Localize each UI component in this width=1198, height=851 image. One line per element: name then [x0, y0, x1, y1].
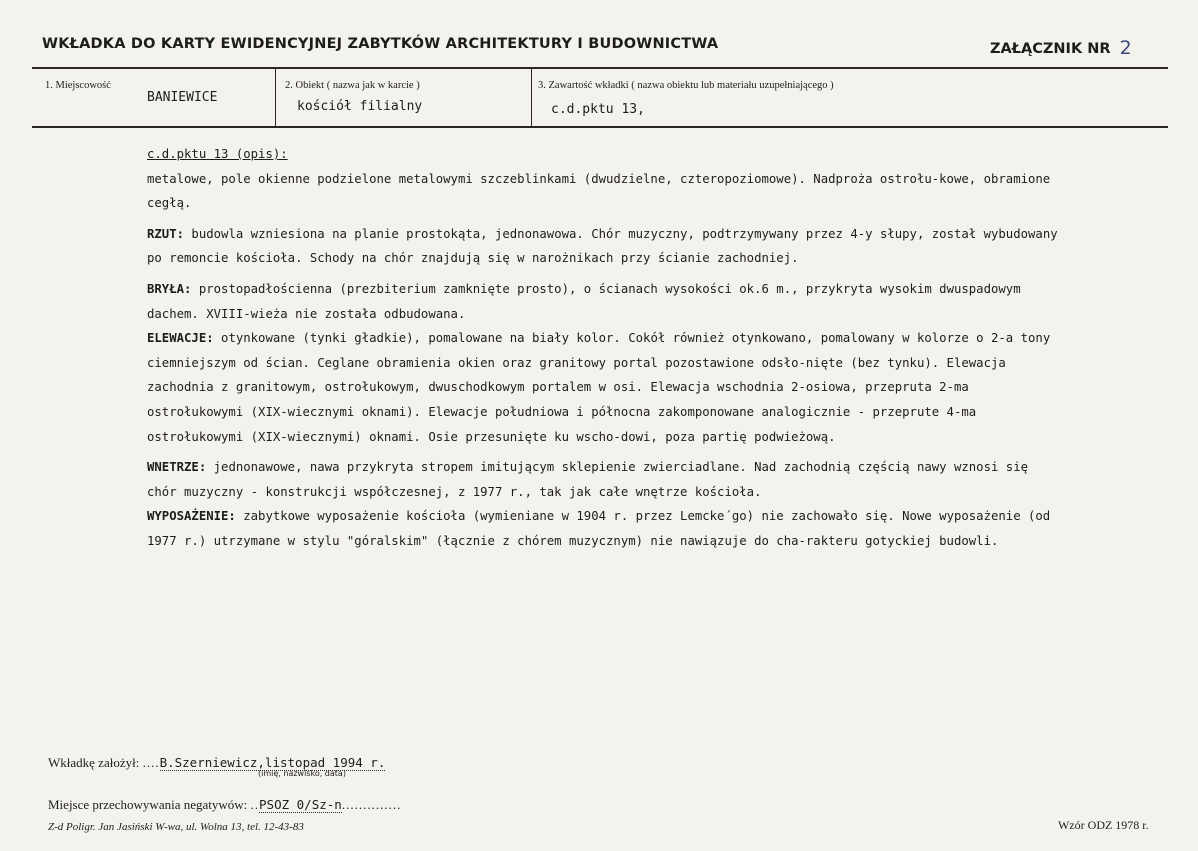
description-text: [147, 142, 1062, 554]
negatives-label: Miejsce przechowywania negatywów:: [48, 797, 248, 812]
locality-label: 1. Miejscowość: [45, 80, 111, 91]
attachment-label: ZAŁĄCZNIK NR: [990, 41, 1111, 57]
negatives-row: Miejsce przechowywania negatywów: ..PSOZ 0/Sz-n..............: [48, 797, 402, 812]
elewacje-paragraph: ELEWACJE: otynkowane (tynki gładkie), pomalowane na biały kolor. Cokół również otynkowano, pomalowany w kolorze o 2-a tony ciemniejszym od ścian. Ceglane obramienia okien oraz granitowy portal pozostawione odsło-nięte (bez tynku). Elewacja zachodnia z granitowym, ostrołukowym, dwuschodkowym portalem w osi. Elewacja wschodnia 2-osiowa, przepruta 2-ma ostrołukowymi (XIX-wiecznymi oknami). Elewacje południowa i północna zakomponowane analogicznie - przeprute 4-ma ostrołukowymi (XIX-wiecznymi) oknami. Osie przesunięte ku wscho-dowi, poza partię podwieżową.: [147, 331, 1051, 444]
wyposazenie-label: WYPOSAŻENIE:: [147, 509, 236, 524]
wnetrze-paragraph: WNETRZE: jednonawowe, nawa przykryta stropem imitującym sklepienie zwierciadlane. Nad zachodnią częścią nawy wznosi się chór muzyczny - konstrukcji współczesnej, z 1977 r., tak jak całe wnętrze kościoła.: [147, 460, 1029, 499]
author-value: B.Szerniewicz,listopad 1994 r.: [159, 755, 386, 770]
locality-value: BANIEWICE: [147, 90, 218, 105]
printer-imprint: Z-d Poligr. Jan Jasiński W-wa, ul. Wolna 13, tel. 12-43-83: [48, 821, 304, 833]
author-hint: (imię, nazwisko, data): [258, 769, 346, 778]
opis-paragraph: metalowe, pole okienne podzielone metalowymi szczeblinkami (dwudzielne, czteropoziomowe). Nadproża ostrołu-kowe, obramione cegłą.: [147, 171, 1051, 211]
wnetrze-label: WNETRZE:: [147, 460, 207, 475]
rzut-label: RZUT:: [147, 226, 185, 241]
rzut-paragraph: RZUT: budowla wzniesiona na planie prostokąta, jednonawowa. Chór muzyczny, podtrzymywany przez 4-y słupy, został wybudowany po remoncie kościoła. Schody na chór znajdują się w narożnikach przy ścianie zachodniej.: [147, 226, 1058, 266]
wyposazenie-paragraph: WYPOSAŻENIE: zabytkowe wyposażenie kościoła (wymieniane w 1904 r. przez Lemcke´go) nie zachowało się. Nowe wyposażenie (od 1977 r.) utrzymane w stylu "góralskim" (łącznie z chórem muzycznym) nie nawiązuje do cha-rakteru gotyckiej budowli.: [147, 509, 1051, 548]
author-label: Wkładkę założył:: [48, 755, 140, 770]
form-title: WKŁADKA DO KARTY EWIDENCYJNEJ ZABYTKÓW ARCHITEKTURY I BUDOWNICTWA: [42, 36, 719, 52]
author-row: Wkładkę założył: ....B.Szerniewicz,listopad 1994 r.: [48, 755, 386, 770]
content-value: c.d.pktu 13,: [551, 102, 645, 117]
elewacje-label: ELEWACJE:: [147, 331, 214, 346]
header-rule-top: [32, 67, 1168, 69]
header-rule-bottom: [32, 126, 1168, 128]
field-divider-2: [531, 68, 532, 126]
object-value: kościół filialny: [297, 99, 423, 114]
opis-heading: c.d.pktu 13 (opis):: [147, 147, 288, 161]
object-label: 2. Obiekt ( nazwa jak w karcie ): [285, 80, 420, 91]
negatives-value: PSOZ 0/Sz-n: [259, 797, 342, 812]
attachment-number: [990, 36, 1132, 58]
bryla-paragraph: BRYŁA: prostopadłościenna (prezbiterium zamknięte prosto), o ścianach wysokości ok.6 m., przykryta wysokim dwuspadowym dachem. XVIII-wieża nie została odbudowana.: [147, 281, 1021, 321]
attachment-number-value: 2: [1119, 37, 1132, 59]
bryla-label: BRYŁA:: [147, 281, 192, 296]
content-label: 3. Zawartość wkładki ( nazwa obiektu lub materiału uzupełniającego ): [538, 80, 834, 91]
template-mark: Wzór ODZ 1978 r.: [1058, 818, 1149, 832]
field-divider-1: [275, 68, 276, 126]
